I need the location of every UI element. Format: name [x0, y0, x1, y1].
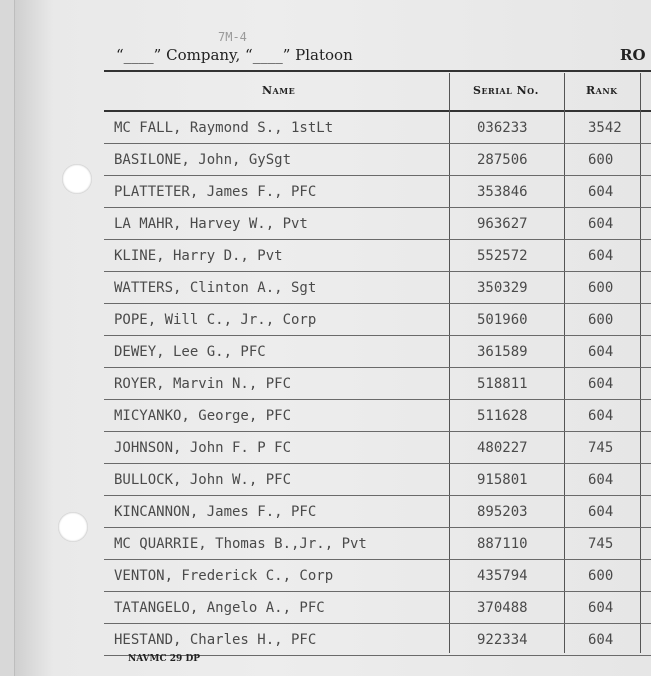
table-row — [104, 208, 651, 240]
cell-rank: 604 — [588, 344, 614, 360]
table-row — [104, 624, 651, 656]
cell-name: KLINE, Harry D., Pvt — [114, 248, 283, 264]
company-platoon-header: “____” Company, “____” Platoon — [116, 46, 353, 64]
cell-serial: 501960 — [477, 312, 528, 328]
table-row — [104, 496, 651, 528]
table-row — [104, 368, 651, 400]
column-header-serial: Serial No. — [473, 84, 539, 97]
cell-name: MC QUARRIE, Thomas B.,Jr., Pvt — [114, 536, 367, 552]
table-row — [104, 176, 651, 208]
roster-table — [104, 112, 651, 656]
handwritten-mark: 7M-4 — [218, 30, 247, 44]
cell-name: KINCANNON, James F., PFC — [114, 504, 317, 520]
cell-rank: 604 — [588, 248, 614, 264]
cell-serial: 963627 — [477, 216, 528, 232]
cell-rank: 745 — [588, 440, 614, 456]
binder-hole-bottom — [58, 512, 88, 542]
cell-name: DEWEY, Lee G., PFC — [114, 344, 266, 360]
cell-serial: 922334 — [477, 632, 528, 648]
binder-hole-top — [62, 164, 92, 194]
cell-rank: 604 — [588, 600, 614, 616]
cell-serial: 435794 — [477, 568, 528, 584]
table-row — [104, 144, 651, 176]
cell-serial: 036233 — [477, 120, 528, 136]
table-row — [104, 304, 651, 336]
cell-name: JOHNSON, John F. P FC — [114, 440, 292, 456]
cell-serial: 895203 — [477, 504, 528, 520]
cell-name: TATANGELO, Angelo A., PFC — [114, 600, 325, 616]
cell-serial: 915801 — [477, 472, 528, 488]
cell-rank: 604 — [588, 632, 614, 648]
cell-rank: 600 — [588, 568, 614, 584]
cell-rank: 604 — [588, 472, 614, 488]
cell-rank: 600 — [588, 152, 614, 168]
cell-serial: 350329 — [477, 280, 528, 296]
cell-rank: 3542 — [588, 120, 622, 136]
cell-serial: 480227 — [477, 440, 528, 456]
table-row — [104, 432, 651, 464]
cell-name: HESTAND, Charles H., PFC — [114, 632, 317, 648]
cell-name: BASILONE, John, GySgt — [114, 152, 292, 168]
table-row — [104, 240, 651, 272]
cell-serial: 353846 — [477, 184, 528, 200]
header-top-rule — [104, 70, 651, 72]
cell-serial: 287506 — [477, 152, 528, 168]
cell-serial: 887110 — [477, 536, 528, 552]
table-row — [104, 400, 651, 432]
table-row — [104, 528, 651, 560]
column-header-rank: Rank — [586, 84, 618, 97]
table-row — [104, 560, 651, 592]
table-row — [104, 592, 651, 624]
cell-name: MICYANKO, George, PFC — [114, 408, 292, 424]
cell-rank: 604 — [588, 376, 614, 392]
table-row — [104, 464, 651, 496]
cell-serial: 511628 — [477, 408, 528, 424]
table-row — [104, 336, 651, 368]
cell-name: PLATTETER, James F., PFC — [114, 184, 317, 200]
cell-name: MC FALL, Raymond S., 1stLt — [114, 120, 334, 136]
cell-name: WATTERS, Clinton A., Sgt — [114, 280, 317, 296]
cell-rank: 604 — [588, 184, 614, 200]
cell-serial: 518811 — [477, 376, 528, 392]
cell-name: ROYER, Marvin N., PFC — [114, 376, 292, 392]
cell-name: LA MAHR, Harvey W., Pvt — [114, 216, 308, 232]
cell-serial: 552572 — [477, 248, 528, 264]
cell-name: VENTON, Frederick C., Corp — [114, 568, 334, 584]
cell-name: POPE, Will C., Jr., Corp — [114, 312, 317, 328]
form-number: NAVMC 29 DP — [128, 654, 201, 664]
cell-rank: 600 — [588, 280, 614, 296]
cell-serial: 370488 — [477, 600, 528, 616]
cell-rank: 604 — [588, 216, 614, 232]
roster-title-fragment: RO — [620, 46, 646, 64]
cell-rank: 604 — [588, 408, 614, 424]
cell-rank: 604 — [588, 504, 614, 520]
table-row — [104, 272, 651, 304]
cell-rank: 600 — [588, 312, 614, 328]
column-header-name: Name — [262, 84, 296, 97]
cell-rank: 745 — [588, 536, 614, 552]
table-row — [104, 112, 651, 144]
cell-name: BULLOCK, John W., PFC — [114, 472, 292, 488]
cell-serial: 361589 — [477, 344, 528, 360]
